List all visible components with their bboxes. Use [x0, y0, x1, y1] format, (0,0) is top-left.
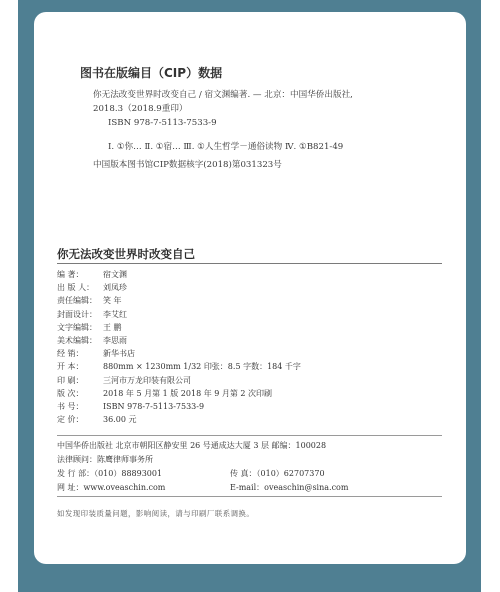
cip-heading: 图书在版编目（CIP）数据 — [80, 66, 223, 80]
book-title: 你无法改变世界时改变自己 — [57, 247, 195, 261]
website: 网 址：www.oveaschin.com — [57, 483, 166, 492]
sales-phone: 发 行 部：（010）88893001 — [57, 469, 163, 478]
credit-row — [57, 335, 127, 346]
cip-line-2: 2018.3（2018.9重印） — [93, 104, 188, 114]
credit-label: 美术编辑： — [57, 336, 97, 345]
legal-advisor: 法律顾问：陈鹰律师事务所 — [57, 455, 153, 464]
credit-label: 印 刷： — [57, 375, 84, 385]
credit-label: 经 销： — [57, 349, 84, 359]
credit-row — [57, 348, 135, 359]
publisher-rule — [57, 496, 442, 497]
credit-label: 封面设计： — [57, 309, 97, 319]
quality-note: 如发现印装质量问题，影响阅读，请与印刷厂联系调换。 — [57, 509, 255, 518]
credit-value: 王 鹏 — [103, 322, 122, 332]
credit-value: 刘凤珍 — [103, 283, 127, 293]
credit-value: 新华书店 — [103, 349, 135, 359]
credit-value: 36.00 元 — [103, 415, 137, 425]
cip-classification: Ⅰ. ①你… Ⅱ. ①宿… Ⅲ. ①人生哲学－通俗读物 Ⅳ. ①B821-49 — [108, 142, 344, 152]
title-rule — [57, 263, 442, 264]
credit-value: 宿文渊 — [103, 270, 127, 279]
credit-value: 李思雨 — [103, 336, 127, 345]
cip-line-1: 你无法改变世界时改变自己 / 宿文渊编著. — 北京：中国华侨出版社, — [93, 90, 353, 100]
credit-label: 开 本： — [57, 362, 84, 372]
credits-rule — [57, 435, 442, 436]
cip-isbn: ISBN 978-7-5113-7533-9 — [108, 118, 217, 128]
credit-value: 笑 年 — [103, 296, 122, 306]
fax: 传 真：（010）62707370 — [230, 469, 325, 478]
credit-label: 编 著： — [57, 270, 84, 279]
credit-row — [57, 388, 272, 399]
credit-row — [57, 375, 191, 386]
credit-label: 书 号： — [57, 402, 84, 411]
credit-row — [57, 414, 136, 425]
credit-label: 版 次： — [57, 388, 84, 398]
credit-label: 文字编辑： — [57, 322, 97, 332]
credit-value: 2018 年 5 月第 1 版 2018 年 9 月第 2 次印刷 — [103, 388, 273, 398]
credit-value: 880mm × 1230mm 1/32 印张：8.5 字数：184 千字 — [103, 362, 301, 372]
credit-row — [57, 309, 127, 320]
credit-value: ISBN 978-7-5113-7533-9 — [103, 402, 205, 411]
credit-row — [57, 269, 127, 280]
cip-data-number: 中国版本图书馆CIP数据核字(2018)第031323号 — [93, 160, 282, 170]
credit-label: 责任编辑： — [57, 296, 97, 306]
credit-value: 三河市万龙印装有限公司 — [103, 375, 191, 385]
credit-label: 出 版 人： — [57, 283, 95, 293]
credit-row — [57, 361, 301, 372]
credit-row — [57, 282, 127, 293]
credit-row — [57, 401, 204, 412]
email: E-mail：oveaschin@sina.com — [230, 483, 349, 492]
credit-value: 李艾红 — [103, 309, 127, 319]
credit-label: 定 价： — [57, 415, 84, 425]
publisher-address: 中国华侨出版社 北京市朝阳区静安里 26 号通成达大厦 3 层 邮编：100028 — [57, 441, 327, 450]
credit-row — [57, 322, 122, 333]
credit-row — [57, 295, 122, 306]
